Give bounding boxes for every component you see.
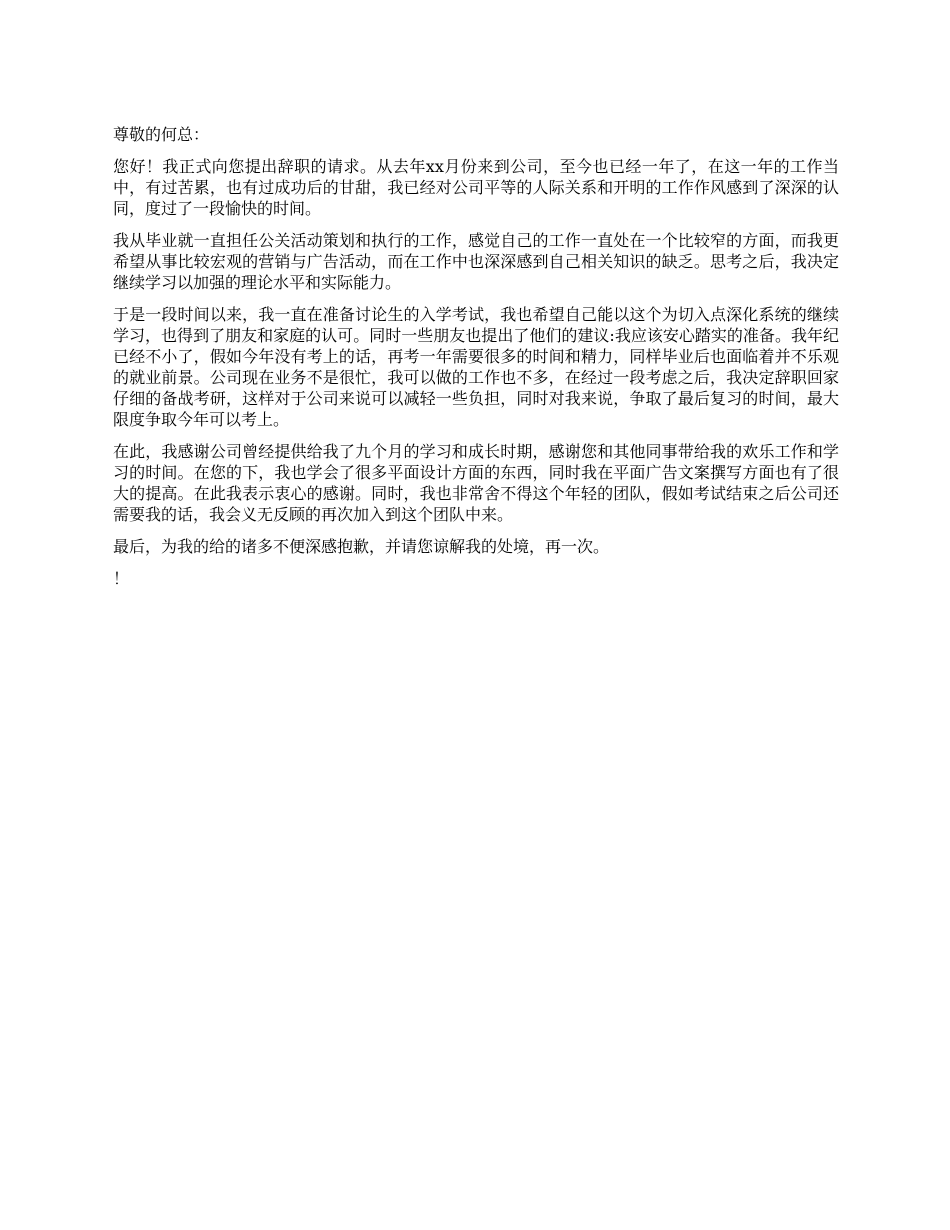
paragraph-greeting: 您好！我正式向您提出辞职的请求。从去年xx月份来到公司，至今也已经一年了，在这一年的工作当中，有过苦累，也有过成功后的甘甜，我已经对公司平等的人际关系和开明的工作作风感到了深深的认同，度过了一段愉快的时间。 — [113, 157, 839, 218]
paragraph-background: 我从毕业就一直担任公关活动策划和执行的工作，感觉自己的工作一直处在一个比较窄的方面，而我更希望从事比较宏观的营销与广告活动，而在工作中也深深感到自己相关知识的缺乏。思考之后，我决定继续学习以加强的理论水平和实际能力。 — [113, 231, 839, 292]
letter-body — [113, 124, 839, 600]
salutation: 尊敬的何总： — [113, 125, 210, 144]
paragraph-thanks: 在此，我感谢公司曾经提供给我了九个月的学习和成长时期，感谢您和其他同事带给我的欢乐工作和学习的时间。在您的下，我也学会了很多平面设计方面的东西，同时我在平面广告文案撰写方面也有了很大的提高。在此我表示衷心的感谢。同时，我也非常舍不得这个年轻的团队，假如考试结束之后公司还需要我的话，我会义无反顾的再次加入到这个团队中来。 — [113, 442, 839, 524]
paragraph-apology: 最后，为我的给的诸多不便深感抱歉，并请您谅解我的处境，再一次。 — [113, 537, 610, 556]
paragraph-reason: 于是一段时间以来，我一直在准备讨论生的入学考试，我也希望自己能以这个为切入点深化系统的继续学习，也得到了朋友和家庭的认可。同时一些朋友也提出了他们的建议:我应该安心踏实的准备。我年纪已经不小了，假如今年没有考上的话，再考一年需要很多的时间和精力，同样毕业后也面临着并不乐观的就业前景。公司现在业务不是很忙，我可以做的工作也不多，在经过一段考虑之后，我决定辞职回家仔细的备战考研，这样对于公司来说可以减轻一些负担，同时对我来说，争取了最后复习的时间，最大限度争取今年可以考上。 — [113, 305, 839, 429]
paragraph-closing: ！ — [113, 569, 130, 588]
